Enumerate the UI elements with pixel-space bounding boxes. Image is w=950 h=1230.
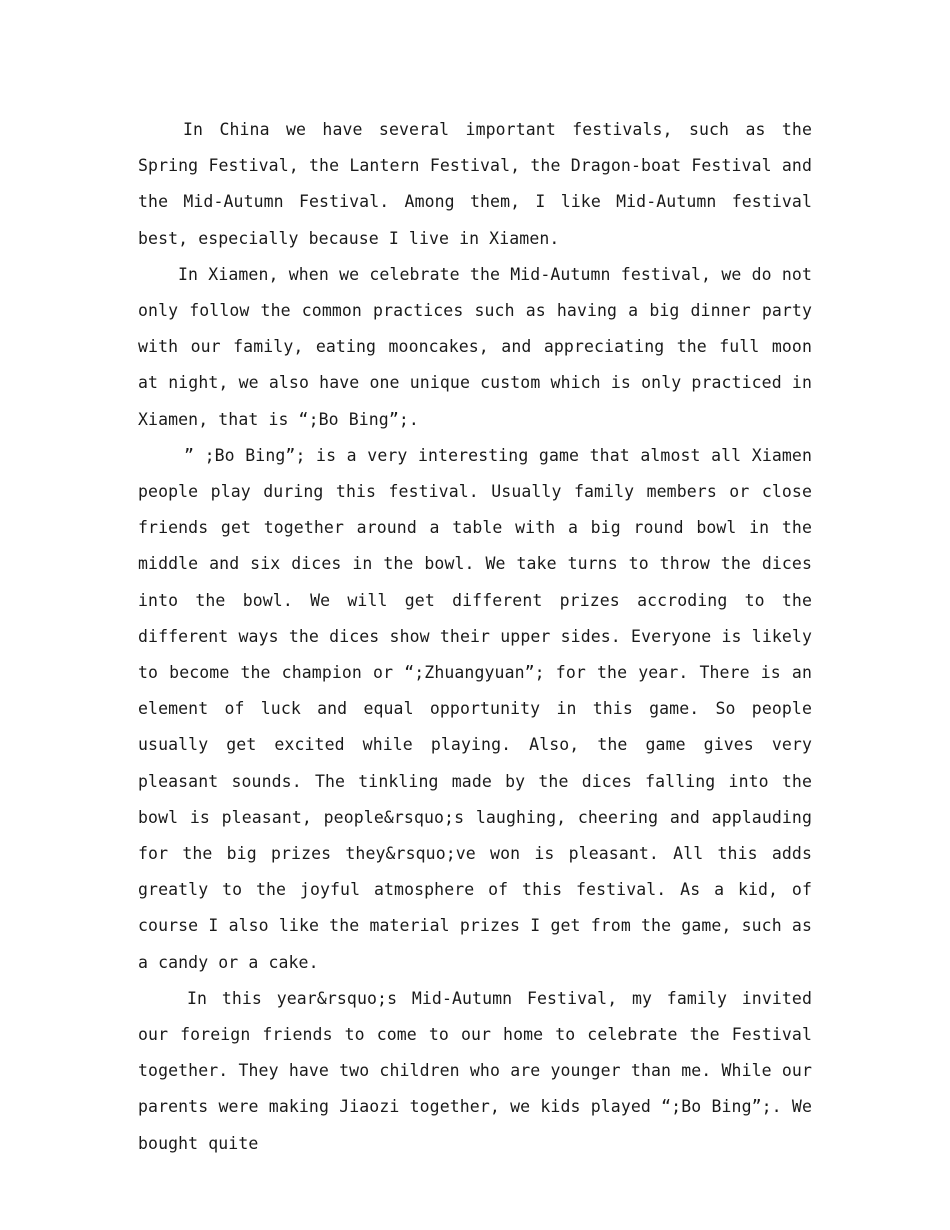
paragraph-2: In Xiamen, when we celebrate the Mid-Autumn festival, we do not only follow the common practices such as having a big dinner party with our family, eating mooncakes, and appreciating the full moon at night, we also have one unique custom which is only practiced in Xiamen, that is “;Bo Bing”;. <box>138 264 812 429</box>
document-body <box>138 112 812 1153</box>
paragraph-1: In China we have several important festivals, such as the Spring Festival, the Lantern Festival, the Dragon-boat Festival and the Mid-Autumn Festival. Among them, I like Mid-Autumn festival best, especially because I live in Xiamen. <box>138 120 812 248</box>
paragraph-4: In this year&rsquo;s Mid-Autumn Festival, my family invited our foreign friends to come to our home to celebrate the Festival together. They have two children who are younger than me. While our parents were making Jiaozi together, we kids played “;Bo Bing”;. We bought quite <box>138 988 812 1153</box>
paragraph-3: ” ;Bo Bing”; is a very interesting game that almost all Xiamen people play during this festival. Usually family members or close friends get together around a table with a big round bowl in the middle and six dices in the bowl. We take turns to throw the dices into the bowl. We will get different prizes accroding to the different ways the dices show their upper sides. Everyone is likely to become the champion or “;Zhuangyuan”; for the year. There is an element of luck and equal opportunity in this game. So people usually get excited while playing. Also, the game gives very pleasant sounds. The tinkling made by the dices falling into the bowl is pleasant, people&rsquo;s laughing, cheering and applauding for the big prizes they&rsquo;ve won is pleasant. All this adds greatly to the joyful atmosphere of this festival. As a kid, of course I also like the material prizes I get from the game, such as a candy or a cake. <box>138 445 812 972</box>
